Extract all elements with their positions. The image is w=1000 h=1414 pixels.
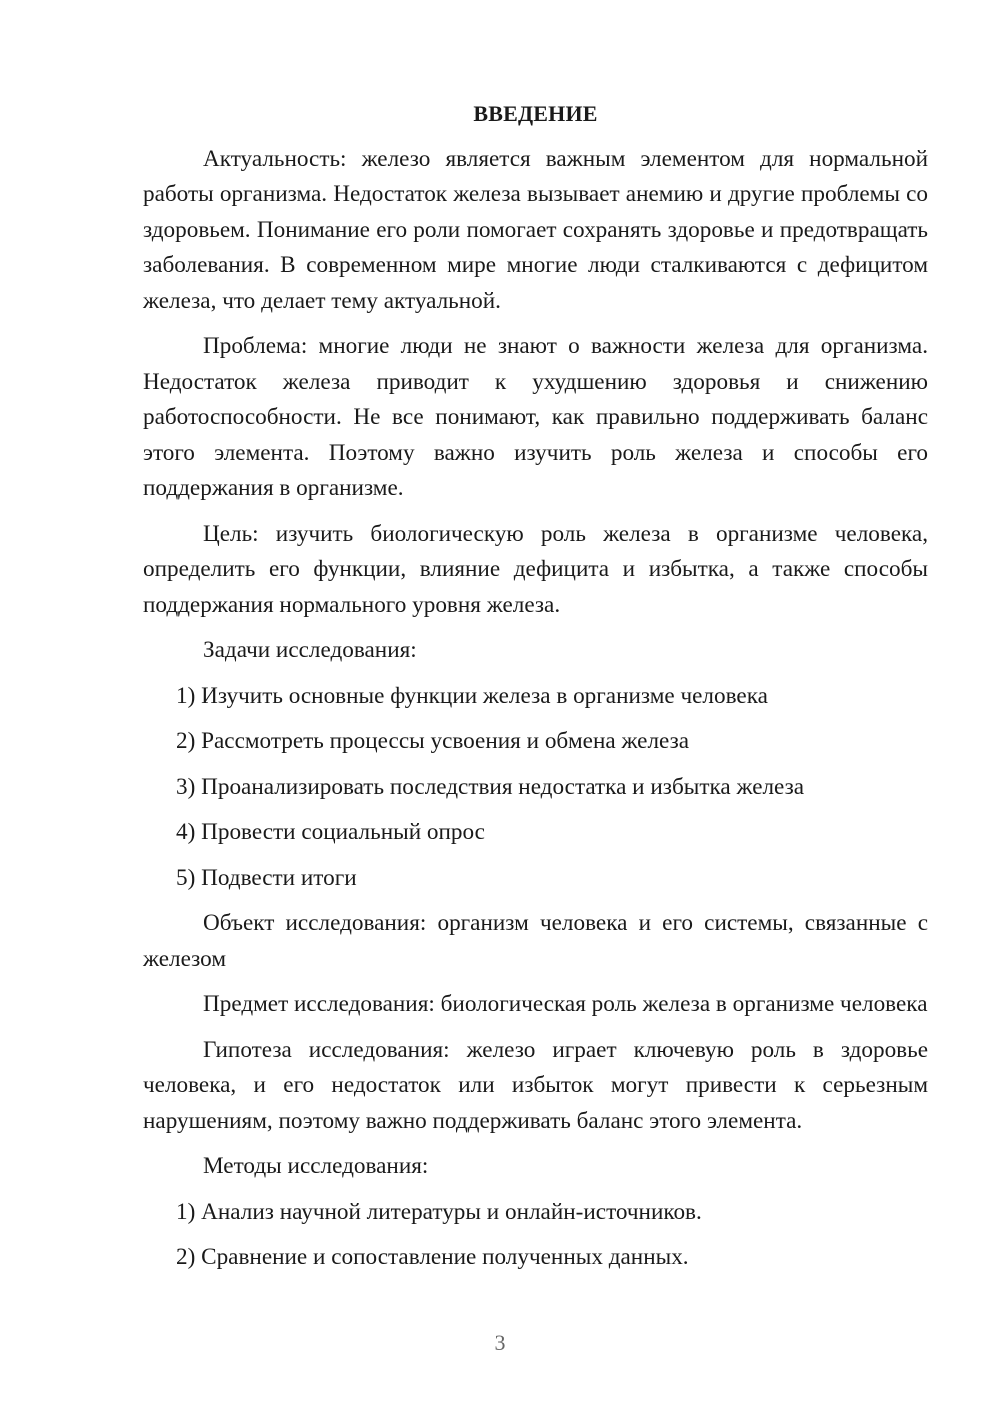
page-number: 3: [494, 1330, 506, 1355]
task-item: 1) Изучить основные функции железа в организме человека: [176, 682, 768, 709]
problem-paragraph: Проблема: многие люди не знают о важности железа для организма. Недостаток железа приводит к ухудшению здоровья и снижению работоспособности. Не все понимают, как правильно поддерживать баланс этого элемента. Поэтому важно изучить роль железа и способы его поддержания в организме.: [143, 333, 928, 501]
section-title: ВВЕДЕНИЕ: [473, 101, 598, 126]
page-content: [143, 96, 928, 1286]
task-item: 2) Рассмотреть процессы усвоения и обмена железа: [176, 728, 690, 754]
method-item: 1) Анализ научной литературы и онлайн-источников.: [176, 1198, 702, 1225]
subject-paragraph: Предмет исследования: биологическая роль железа в организме человека: [203, 991, 928, 1017]
methods-label: Методы исследования:: [203, 1153, 429, 1179]
task-item: 3) Проанализировать последствия недостатка и избытка железа: [176, 773, 805, 800]
method-item: 2) Сравнение и сопоставление полученных данных.: [176, 1244, 689, 1270]
relevance-paragraph: Актуальность: железо является важным элементом для нормальной работы организма. Недостаток железа вызывает анемию и другие проблемы со здоровьем. Понимание его роли помогает сохранять здоровье и предотвращать заболевания. В современном мире многие люди сталкиваются с дефицитом железа, что делает тему актуальной.: [143, 145, 928, 314]
task-item: 5) Подвести итоги: [176, 864, 357, 891]
task-item: 4) Провести социальный опрос: [176, 819, 485, 845]
goal-paragraph: Цель: изучить биологическую роль железа в организме человека, определить его функции, влияние дефицита и избытка, а также способы поддержания нормального уровня железа.: [143, 520, 928, 618]
object-paragraph: Объект исследования: организм человека и его системы, связанные с железом: [143, 910, 928, 972]
tasks-label: Задачи исследования:: [203, 637, 417, 663]
hypothesis-paragraph: Гипотеза исследования: железо играет ключевую роль в здоровье человека, и его недостаток или избыток могут привести к серьезным нарушениям, поэтому важно поддерживать баланс этого элемента.: [143, 1036, 928, 1134]
